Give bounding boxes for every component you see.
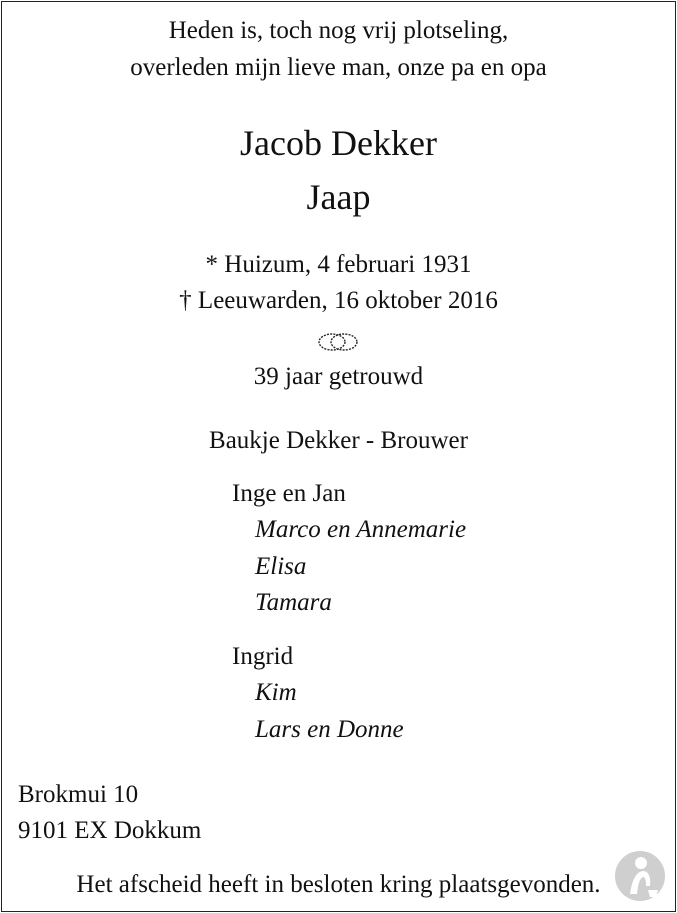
deceased-name: Jacob Dekker	[240, 123, 437, 163]
address-street: Brokmui 10	[18, 781, 139, 808]
grandchild-name: Kim	[255, 679, 297, 706]
grandchild-name: Elisa	[255, 553, 307, 580]
spouse-name: Baukje Dekker - Brouwer	[209, 427, 468, 454]
grandchild-name: Lars en Donne	[255, 716, 404, 743]
address-city: 9101 EX Dokkum	[18, 817, 202, 844]
intro-line-2: overleden mijn lieve man, onze pa en opa	[130, 54, 547, 81]
memorial-logo-icon	[614, 850, 666, 902]
deceased-nickname: Jaap	[306, 177, 371, 217]
marriage-line: 39 jaar getrouwd	[253, 363, 424, 390]
birth-line: * Huizum, 4 februari 1931	[205, 251, 472, 278]
grandchild-name: Tamara	[255, 589, 332, 616]
death-line: † Leeuwarden, 16 oktober 2016	[179, 287, 498, 314]
closing-line: Het afscheid heeft in besloten kring plaatsgevonden.	[76, 871, 601, 898]
family-name: Ingrid	[232, 643, 294, 670]
wedding-rings-icon	[313, 329, 363, 355]
intro-line-1: Heden is, toch nog vrij plotseling,	[168, 17, 509, 44]
family-name: Inge en Jan	[232, 480, 346, 507]
grandchild-name: Marco en Annemarie	[255, 516, 467, 543]
